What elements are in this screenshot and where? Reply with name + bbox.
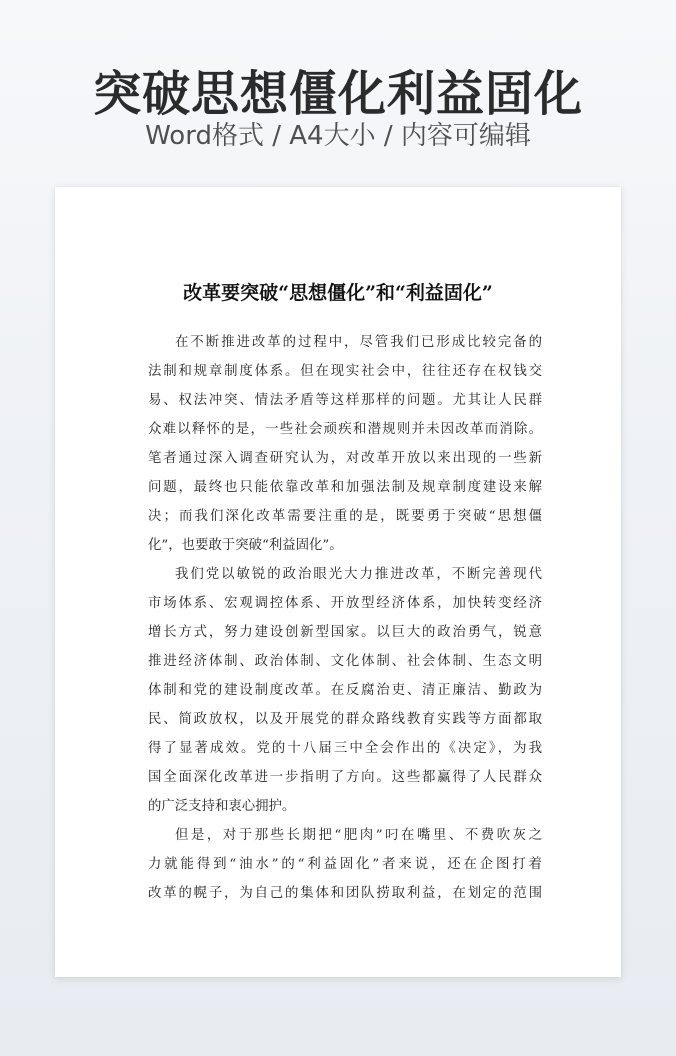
document-title: 改革要突破“思想僵化”和“利益固化” — [183, 282, 493, 304]
paragraph-line: 体制和党的建设制度改革。在反腐治吏、清正廉洁、勤政为 — [148, 683, 542, 698]
paragraph-line: 易、权法冲突、情法矛盾等这样那样的问题。尤其让人民群 — [148, 393, 542, 408]
paragraph-line: 笔者通过深入调查研究认为，对改革开放以来出现的一些新 — [148, 451, 542, 466]
document-body — [148, 328, 542, 908]
paragraph-line: 众难以释怀的是，一些社会顽疾和潜规则并未因改革而消除。 — [148, 422, 542, 437]
paragraph-2 — [148, 560, 542, 821]
paragraph-line: 市场体系、宏观调控体系、开放型经济体系，加快转变经济 — [148, 596, 542, 611]
paragraph-line: 推进经济体制、政治体制、文化体制、社会体制、生态文明 — [148, 654, 542, 669]
paragraph-line: 在不断推进改革的过程中，尽管我们已形成比较完备的 — [175, 335, 542, 350]
paragraph-line: 力就能得到“油水”的“利益固化”者来说，还在企图打着 — [148, 857, 542, 872]
document-page — [55, 187, 621, 977]
paragraph-line: 增长方式，努力建设创新型国家。以巨大的政治勇气，锐意 — [148, 625, 542, 640]
paragraph-3 — [148, 821, 542, 908]
paragraph-line: 问题，最终也只能依靠改革和加强法制及规章制度建设来解 — [148, 480, 542, 495]
paragraph-line: 的广泛支持和衷心拥护。 — [148, 799, 296, 814]
paragraph-line: 决；而我们深化改革需要注重的是，既要勇于突破“思想僵 — [148, 509, 542, 524]
hero-subtitle: Word格式 / A4大小 / 内容可编辑 — [145, 121, 531, 151]
paragraph-line: 化”，也要敢于突破“利益固化”。 — [148, 538, 343, 553]
hero-title: 突破思想僵化利益固化 — [92, 66, 583, 122]
paragraph-line: 国全面深化改革进一步指明了方向。这些都赢得了人民群众 — [148, 770, 542, 785]
paragraph-line: 但是，对于那些长期把“肥肉”叼在嘴里、不费吹灰之 — [175, 828, 542, 843]
paragraph-line: 法制和规章制度体系。但在现实社会中，往往还存在权钱交 — [148, 364, 542, 379]
paragraph-line: 民、简政放权，以及开展党的群众路线教育实践等方面都取 — [148, 712, 542, 727]
paragraph-line: 改革的幌子，为自己的集体和团队捞取利益，在划定的范围 — [148, 886, 542, 901]
paragraph-1 — [148, 328, 542, 560]
paragraph-line: 得了显著成效。党的十八届三中全会作出的《决定》，为我 — [148, 741, 542, 756]
paragraph-line: 我们党以敏锐的政治眼光大力推进改革，不断完善现代 — [175, 567, 542, 582]
